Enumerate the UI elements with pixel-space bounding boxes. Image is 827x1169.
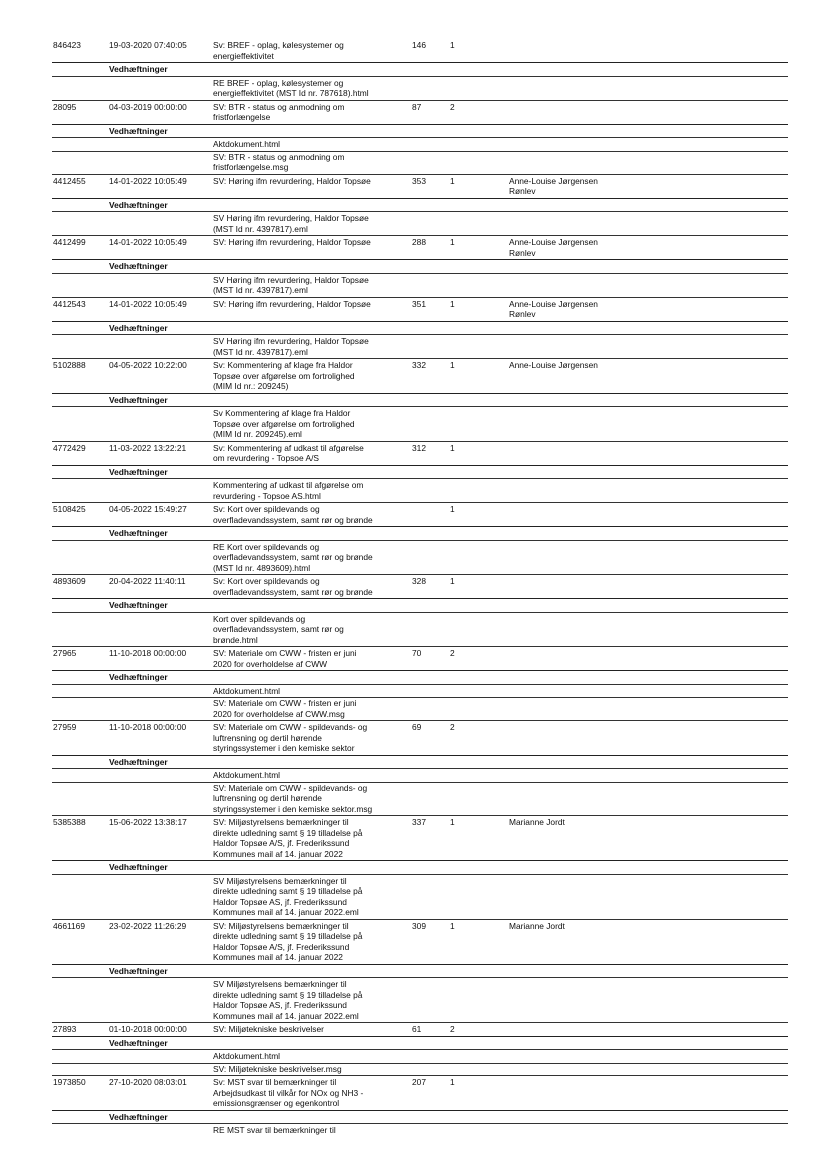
attachments-label: Vedhæftninger <box>109 322 168 333</box>
record-size: 87 <box>412 101 422 112</box>
attachments-label: Vedhæftninger <box>109 394 168 405</box>
record-end-separator <box>52 502 788 503</box>
record-count: 1 <box>450 175 455 186</box>
record-subject: SV: Miljøstyrelsens bemærkninger til direkte udledning samt § 19 tilladelse på Haldor Topsøe A/S, jf. Frederikssund Kommunes mail af 14. januar 2022 <box>213 817 363 859</box>
attachments-label: Vedhæftninger <box>109 672 168 682</box>
attachments-header-separator <box>52 540 788 541</box>
record-person: Anne-Louise Jørgensen <box>509 360 598 370</box>
record-separator <box>52 964 788 965</box>
record-end-separator <box>52 235 788 236</box>
attachments-label: Vedhæftninger <box>109 862 168 872</box>
attachment-filename: SV: Miljøtekniske beskrivelser.msg <box>213 1063 342 1074</box>
record-end-separator <box>52 1022 788 1023</box>
record-end-separator <box>52 358 788 359</box>
record-id: 4661169 <box>53 920 85 931</box>
record-count: 2 <box>450 101 455 112</box>
record-end-separator <box>52 100 788 101</box>
record-subject: SV: Materiale om CWW - fristen er juni 2020 for overholdelse af CWW <box>213 648 357 669</box>
record-id: 27893 <box>53 1024 77 1034</box>
record-separator <box>52 62 788 63</box>
attachments-label: Vedhæftninger <box>109 261 168 271</box>
record-size: 61 <box>412 1024 422 1034</box>
attachment-filename: SV: Materiale om CWW - spildevands- og luftrensning og dertil hørende styringssystemer i den kemiske sektor.msg <box>213 782 373 814</box>
record-separator <box>52 198 788 199</box>
attachments-header-separator <box>52 768 788 769</box>
record-date: 11-03-2022 13:22:21 <box>109 442 187 453</box>
record-subject: Sv: Kommentering af udkast til afgørelse om revurdering - Topsoe A/S <box>213 442 364 463</box>
attachment-filename: Aktdokument.html <box>213 770 281 780</box>
record-count: 1 <box>450 237 455 247</box>
record-subject: Sv: MST svar til bemærkninger til Arbejdsudkast til vilkår for NOx og NH3 - emissionsgrænser og egenkontrol <box>213 1077 364 1108</box>
attachment-filename: SV Høring ifm revurdering, Haldor Topsøe (MST Id nr. 4397817).eml <box>213 213 369 234</box>
attachments-label: Vedhæftninger <box>109 199 168 210</box>
record-id: 27959 <box>53 722 77 732</box>
record-end-separator <box>52 174 788 175</box>
record-id: 5102888 <box>53 360 86 370</box>
attachments-label: Vedhæftninger <box>109 64 168 74</box>
attachment-filename: SV: BTR - status og anmodning om fristforlængelse.msg <box>213 151 345 172</box>
record-date: 27-10-2020 08:03:01 <box>109 1077 187 1087</box>
record-end-separator <box>52 441 788 442</box>
record-separator <box>52 321 788 322</box>
record-end-separator <box>52 919 788 920</box>
record-count: 1 <box>450 442 455 453</box>
record-end-separator <box>52 815 788 816</box>
record-size: 69 <box>412 722 422 732</box>
record-separator <box>52 465 788 466</box>
record-count: 2 <box>450 1024 455 1034</box>
record-subject: Sv: BREF - oplag, kølesystemer og energieffektivitet <box>213 40 344 61</box>
attachment-filename: SV: Materiale om CWW - fristen er juni 2020 for overholdelse af CWW.msg <box>213 698 357 719</box>
record-size: 351 <box>412 298 426 309</box>
record-count: 1 <box>450 504 455 514</box>
attachments-header-separator <box>52 137 788 138</box>
record-subject: SV: Materiale om CWW - spildevands- og luftrensning og dertil hørende styringssystemer i den kemiske sektor <box>213 722 368 753</box>
record-id: 5108425 <box>53 504 86 514</box>
record-id: 1973850 <box>53 1077 86 1087</box>
record-id: 846423 <box>53 40 81 50</box>
attachment-filename: SV Miljøstyrelsens bemærkninger til direkte udledning samt § 19 tilladelse på Haldor Topsøe AS, jf. Frederikssund Kommunes mail af 14. januar 2022.eml <box>213 875 363 917</box>
attachment-filename: RE Kort over spildevands og overfladevandssystem, samt rør og brønde (MST Id nr. 4893609).html <box>213 541 373 573</box>
record-size: 70 <box>412 648 422 658</box>
attachment-separator <box>52 697 788 698</box>
attachments-label: Vedhæftninger <box>109 1111 168 1122</box>
record-id: 4412543 <box>53 298 86 309</box>
attachment-filename: SV Miljøstyrelsens bemærkninger til direkte udledning samt § 19 tilladelse på Haldor Topsøe AS, jf. Frederikssund Kommunes mail af 14. januar 2022.eml <box>213 979 363 1021</box>
record-count: 1 <box>450 1077 455 1087</box>
attachments-header-separator <box>52 406 788 407</box>
record-separator <box>52 1036 788 1037</box>
attachment-filename: Kort over spildevands og overfladevandssystem, samt rør og brønde.html <box>213 613 344 645</box>
record-separator <box>52 393 788 394</box>
attachment-separator <box>52 1063 788 1064</box>
record-subject: SV: Høring ifm revurdering, Haldor Topsøe <box>213 298 371 309</box>
attachment-filename: SV Høring ifm revurdering, Haldor Topsøe (MST Id nr. 4397817).eml <box>213 274 369 295</box>
record-end-separator <box>52 297 788 298</box>
record-subject: Sv: Kommentering af klage fra Haldor Topsøe over afgørelse om fortrolighed (MIM Id nr.: 209245) <box>213 360 355 391</box>
attachments-header-separator <box>52 478 788 479</box>
record-size: 353 <box>412 175 426 186</box>
record-size: 312 <box>412 442 426 453</box>
attachment-filename: SV Høring ifm revurdering, Haldor Topsøe (MST Id nr. 4397817).eml <box>213 336 369 357</box>
record-separator <box>52 124 788 125</box>
record-separator <box>52 259 788 260</box>
record-id: 27965 <box>53 648 77 658</box>
attachment-filename: Sv Kommentering af klage fra Haldor Topsøe over afgørelse om fortrolighed (MIM Id nr. 209245).eml <box>213 408 355 439</box>
record-id: 5385388 <box>53 817 86 827</box>
record-subject: Sv: Kort over spildevands og overfladevandssystem, samt rør og brønde <box>213 504 373 525</box>
attachments-header-separator <box>52 334 788 335</box>
record-size: 288 <box>412 237 426 247</box>
attachments-header-separator <box>52 273 788 274</box>
record-id: 4893609 <box>53 576 86 586</box>
record-person: Marianne Jordt <box>509 817 565 827</box>
record-id: 4412455 <box>53 175 86 186</box>
attachment-separator <box>52 782 788 783</box>
record-separator <box>52 526 788 527</box>
record-date: 04-05-2022 10:22:00 <box>109 360 187 370</box>
attachments-header-separator <box>52 612 788 613</box>
attachment-filename: Aktdokument.html <box>213 1051 281 1061</box>
record-id: 4772429 <box>53 442 86 453</box>
record-date: 14-01-2022 10:05:49 <box>109 298 187 309</box>
attachments-header-separator <box>52 76 788 77</box>
record-id: 4412499 <box>53 237 86 247</box>
attachment-filename: Aktdokument.html <box>213 139 281 149</box>
record-count: 1 <box>450 576 455 586</box>
record-count: 1 <box>450 40 455 50</box>
attachments-label: Vedhæftninger <box>109 600 168 610</box>
record-count: 1 <box>450 920 455 931</box>
record-person: Marianne Jordt <box>509 920 565 931</box>
record-size: 207 <box>412 1077 426 1087</box>
record-person: Anne-Louise Jørgensen Rønlev <box>509 237 598 258</box>
record-end-separator <box>52 646 788 647</box>
record-separator <box>52 598 788 599</box>
attachment-filename: Aktdokument.html <box>213 685 281 696</box>
attachments-label: Vedhæftninger <box>109 466 168 477</box>
record-date: 11-10-2018 00:00:00 <box>109 722 187 732</box>
record-person: Anne-Louise Jørgensen Rønlev <box>509 298 598 319</box>
record-size: 332 <box>412 360 426 370</box>
record-date: 11-10-2018 00:00:00 <box>109 648 187 658</box>
attachments-label: Vedhæftninger <box>109 125 168 136</box>
record-separator <box>52 1110 788 1111</box>
record-end-separator <box>52 1075 788 1076</box>
record-end-separator <box>52 574 788 575</box>
record-date: 15-06-2022 13:38:17 <box>109 817 187 827</box>
record-date: 14-01-2022 10:05:49 <box>109 175 187 186</box>
record-date: 20-04-2022 11:40:11 <box>109 576 186 586</box>
record-end-separator <box>52 720 788 721</box>
record-subject: SV: Høring ifm revurdering, Haldor Topsøe <box>213 237 371 247</box>
record-subject: SV: Høring ifm revurdering, Haldor Topsøe <box>213 175 371 186</box>
record-count: 2 <box>450 722 455 732</box>
record-date: 23-02-2022 11:26:29 <box>109 920 187 931</box>
record-date: 01-10-2018 00:00:00 <box>109 1024 187 1034</box>
attachments-label: Vedhæftninger <box>109 965 168 976</box>
attachments-label: Vedhæftninger <box>109 528 168 538</box>
record-size: 328 <box>412 576 426 586</box>
record-separator <box>52 670 788 671</box>
attachments-header-separator <box>52 874 788 875</box>
attachments-label: Vedhæftninger <box>109 756 168 767</box>
record-separator <box>52 755 788 756</box>
record-date: 04-03-2019 00:00:00 <box>109 101 187 112</box>
record-count: 1 <box>450 360 455 370</box>
attachments-header-separator <box>52 211 788 212</box>
record-subject: SV: Miljøstyrelsens bemærkninger til direkte udledning samt § 19 tilladelse på Haldor Topsøe A/S, jf. Frederikssund Kommunes mail af 14. januar 2022 <box>213 920 363 962</box>
record-id: 28095 <box>53 101 77 112</box>
record-size: 309 <box>412 920 426 931</box>
attachments-label: Vedhæftninger <box>109 1037 168 1048</box>
record-date: 19-03-2020 07:40:05 <box>109 40 187 50</box>
attachments-header-separator <box>52 684 788 685</box>
attachments-header-separator <box>52 1049 788 1050</box>
record-separator <box>52 860 788 861</box>
attachment-filename: RE BREF - oplag, kølesystemer og energieffektivitet (MST Id nr. 787618).html <box>213 77 369 98</box>
record-count: 1 <box>450 298 455 309</box>
record-person: Anne-Louise Jørgensen Rønlev <box>509 175 598 196</box>
record-date: 14-01-2022 10:05:49 <box>109 237 187 247</box>
record-size: 146 <box>412 40 426 50</box>
record-subject: Sv: Kort over spildevands og overfladevandssystem, samt rør og brønde <box>213 576 373 597</box>
record-subject: SV: Miljøtekniske beskrivelser <box>213 1024 324 1034</box>
record-size: 337 <box>412 817 426 827</box>
attachment-separator <box>52 151 788 152</box>
record-count: 2 <box>450 648 455 658</box>
record-count: 1 <box>450 817 455 827</box>
record-subject: SV: BTR - status og anmodning om fristforlængelse <box>213 101 345 122</box>
attachments-header-separator <box>52 1123 788 1124</box>
attachments-header-separator <box>52 977 788 978</box>
attachment-filename: RE MST svar til bemærkninger til <box>213 1125 336 1135</box>
attachment-filename: Kommentering af udkast til afgørelse om revurdering - Topsoe AS.html <box>213 480 364 501</box>
record-date: 04-05-2022 15:49:27 <box>109 504 187 514</box>
